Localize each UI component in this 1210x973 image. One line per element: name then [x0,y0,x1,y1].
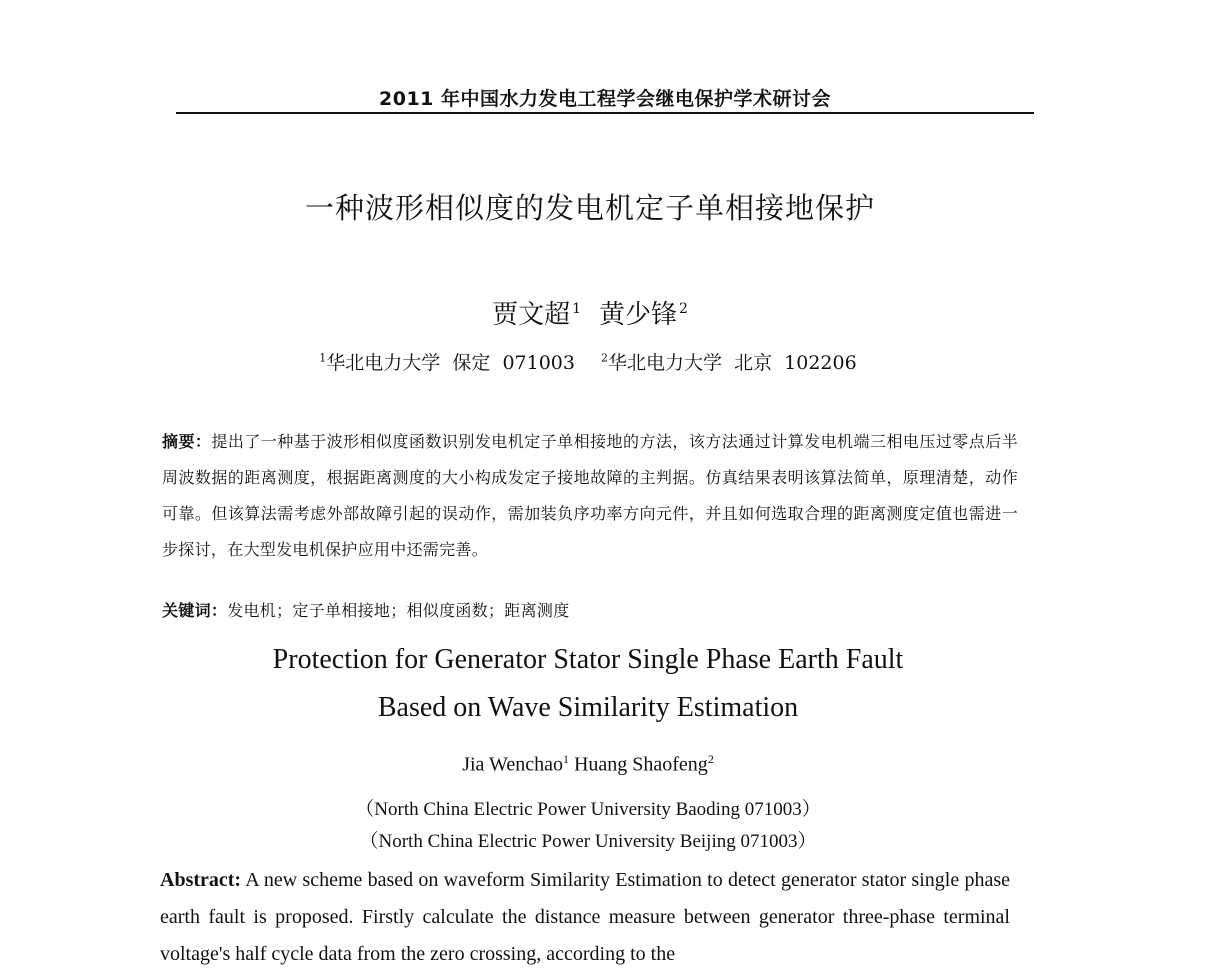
author-affil-mark-en: 1 [562,752,569,766]
paper-title-en-line1: Protection for Generator Stator Single Phase Earth Fault [272,644,904,675]
author-name: 黄少锋 [599,300,678,330]
abstract-cn-text: 提出了一种基于波形相似度函数识别发电机定子单相接地的方法，该方法通过计算发电机端三相电压过零点后半周波数据的距离测度，根据距离测度的大小构成发定子接地故障的主判据。仿真结果表明该算法简单，原理清楚，动作可靠。但该算法需考虑外部故障引起的误动作，需加装负序功率方向元件，并且如何选取合理的距离测度定值也需进一步探讨，在大型发电机保护应用中还需完善。 [162,432,1019,559]
keywords-cn [162,598,1018,621]
abstract-en [160,862,1010,973]
author-affil-mark: 1 [572,301,581,318]
header-rule [176,112,1034,114]
affiliation-en-1: （North China Electric Power University Baoding 071003） [355,799,821,820]
author-affil-mark-en: 2 [707,752,714,766]
affiliation-en-2: （North China Electric Power University Beijing 071003） [359,831,817,852]
authors-en [0,752,1176,777]
abstract-en-label: Abstract: [160,869,242,891]
author-name-en: Jia Wenchao [462,753,563,776]
affiliation-text: 华北电力大学 北京 102206 [608,352,857,374]
affil-mark: 2 [601,351,608,365]
keywords-cn-label: 关键词： [162,601,228,620]
keywords-cn-text: 发电机；定子单相接地；相似度函数；距离测度 [227,601,570,620]
authors-cn [0,294,1180,331]
abstract-en-text: A new scheme based on waveform Similarity Estimation to detect generator stator single phase earth fault is proposed. Firstly calculate the distance measure between generator three-phase terminal voltage's half cycle data from the zero crossing, according to the [160,869,1010,965]
affiliation-text: 华北电力大学 保定 071003 [326,352,575,374]
author-name: 贾文超 [492,300,571,330]
paper-title-en-line2: Based on Wave Similarity Estimation [377,692,799,723]
author-affil-mark: 2 [679,301,688,318]
affil-mark: 1 [319,351,327,365]
author-name-en: Huang Shaofeng [573,753,708,776]
paper-title-cn: 一种波形相似度的发电机定子单相接地保护 [304,191,875,225]
affiliations-cn [0,348,1176,375]
abstract-cn-label: 摘要： [162,432,212,451]
abstract-cn [162,424,1018,568]
running-header: 2011 年中国水力发电工程学会继电保护学术研讨会 [379,88,831,110]
